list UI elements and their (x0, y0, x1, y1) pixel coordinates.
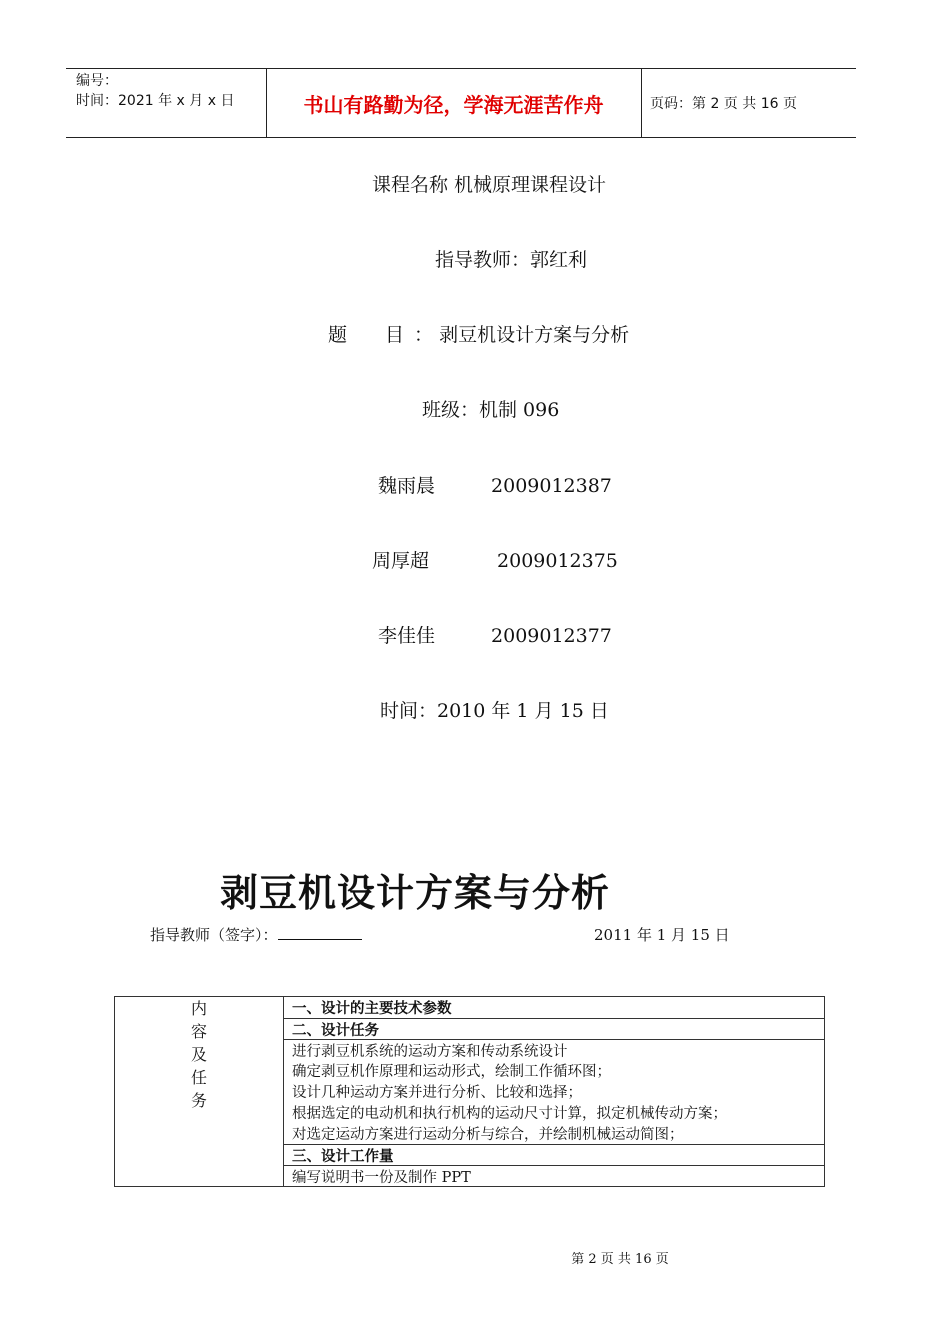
serial-number-label: 编号： (76, 73, 118, 89)
cover-date: 时间：2010 年 1 月 15 日 (380, 700, 609, 722)
task-row: 根据选定的电动机和执行机构的运动尺寸计算，拟定机械传动方案； (292, 1106, 727, 1122)
document-title: 剥豆机设计方案与分析 (220, 871, 611, 915)
member-id: 2009012375 (497, 550, 618, 572)
task-table (114, 996, 825, 1187)
instructor: 指导教师：郭红利 (434, 249, 587, 271)
label-char: 及 (190, 1045, 207, 1064)
label-char: 容 (190, 1022, 207, 1041)
task-row: 一、设计的主要技术参数 (292, 1001, 452, 1017)
member-row (372, 548, 618, 574)
header-time: 时间：2021 年 x 月 x 日 (76, 93, 235, 109)
member-name: 李佳佳 (378, 625, 436, 647)
member-row (378, 473, 612, 499)
member-id: 2009012387 (491, 475, 612, 497)
label-char: 内 (190, 999, 207, 1018)
task-row: 二、设计任务 (284, 1018, 824, 1039)
label-char: 任 (190, 1068, 207, 1087)
signature-line (278, 925, 362, 940)
task-table-content (284, 997, 825, 1187)
member-id: 2009012377 (491, 625, 612, 647)
header-motto: 书山有路勤为径，学海无涯苦作舟 (303, 92, 604, 117)
topic-value: ： 剥豆机设计方案与分析 (414, 324, 630, 346)
page-header (66, 68, 856, 138)
task-row: 设计几种运动方案并进行分析、比较和选择； (292, 1085, 582, 1101)
task-row: 编写说明书一份及制作 PPT (284, 1165, 824, 1186)
topic-label: 题 (328, 324, 348, 346)
signature-label: 指导教师（签字）： (150, 926, 278, 944)
signature-date: 2011 年 1 月 15 日 (594, 926, 730, 944)
task-row: 确定剥豆机作原理和运动形式，绘制工作循环图； (292, 1064, 611, 1080)
class-info: 班级：机制 096 (422, 399, 560, 421)
signature-row (150, 924, 362, 945)
topic-label-2: 目 (385, 324, 405, 346)
topic-line (328, 322, 629, 348)
course-name: 课程名称 机械原理课程设计 (371, 174, 607, 196)
page-footer: 第 2 页 共 16 页 (571, 1252, 669, 1267)
task-table-label (115, 997, 284, 1187)
header-meta (76, 71, 234, 111)
header-divider (641, 69, 642, 137)
task-row: 三、设计工作量 (284, 1144, 824, 1165)
label-char: 务 (190, 1091, 207, 1110)
task-row: 对选定运动方案进行运动分析与综合，并绘制机械运动简图； (292, 1127, 684, 1143)
header-page-number: 页码：第 2 页 共 16 页 (650, 96, 797, 112)
task-row: 进行剥豆机系统的运动方案和传动系统设计 (284, 1039, 824, 1060)
member-name: 周厚超 (372, 550, 430, 572)
member-name: 魏雨晨 (378, 475, 436, 497)
member-row (378, 623, 612, 649)
